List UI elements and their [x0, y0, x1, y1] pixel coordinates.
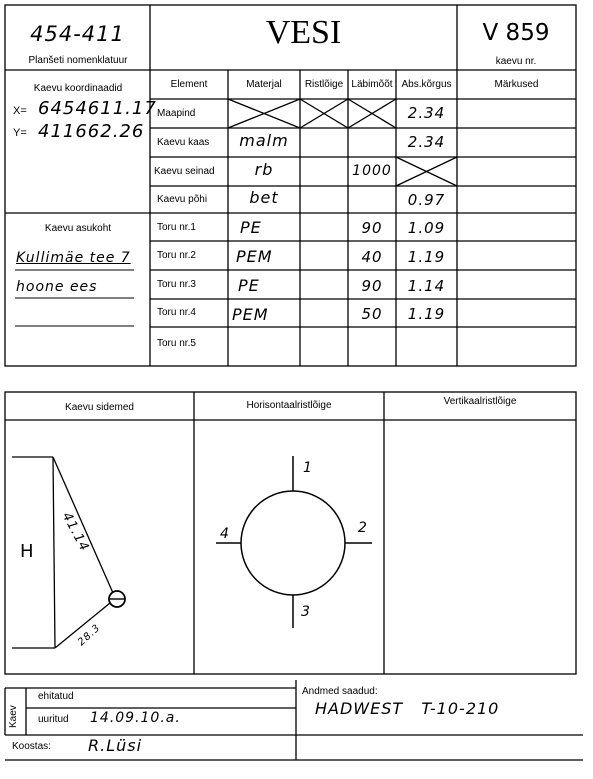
- data-source-label: Andmed saadud:: [302, 686, 378, 697]
- row-material: PE: [240, 218, 262, 237]
- pipe-3-label: 3: [301, 604, 311, 620]
- pipe-1-label: 1: [303, 460, 313, 476]
- pipe-4-label: 4: [220, 526, 230, 542]
- pipe-2-label: 2: [358, 520, 368, 536]
- surveyed-date: 14.09.10.a.: [90, 710, 181, 726]
- col-header-cross: Ristlõige: [304, 79, 344, 90]
- compiled-label: Koostas:: [12, 741, 51, 752]
- row-height: 2.34: [407, 133, 446, 151]
- well-number: V 859: [482, 20, 550, 46]
- coords-label: Kaevu koordinaadid: [33, 83, 123, 94]
- row-element: Toru nr.1: [157, 222, 196, 233]
- location-line-1: Kullimäe tee 7: [16, 250, 131, 266]
- col-header-element: Element: [170, 79, 208, 90]
- row-element: Kaevu kaas: [157, 137, 210, 148]
- row-height: 1.19: [407, 305, 446, 323]
- x-coordinate: 6454611.17: [38, 98, 157, 119]
- row-material: PEM: [236, 247, 273, 266]
- page-title: VESI: [265, 14, 342, 51]
- row-material: PEM: [232, 305, 269, 324]
- row-diameter: 40: [361, 248, 383, 266]
- row-material: rb: [254, 160, 274, 179]
- vertical-section-label: Vertikaalristlõige: [443, 396, 517, 407]
- house-marker: H: [20, 541, 34, 562]
- row-material: bet: [249, 188, 279, 207]
- built-label: ehitatud: [38, 691, 74, 702]
- row-element: Toru nr.5: [157, 338, 196, 349]
- row-element: Kaevu põhi: [157, 194, 208, 205]
- tie-long-label: 41.14: [58, 510, 92, 555]
- tie-short-label: 28.3: [76, 622, 103, 649]
- row-diameter: 90: [361, 219, 383, 237]
- row-diameter: 90: [361, 277, 383, 295]
- well-label: Kaev: [8, 705, 19, 728]
- well-number-label: kaevu nr.: [495, 56, 537, 67]
- location-label: Kaevu asukoht: [44, 223, 112, 234]
- row-element: Kaevu seinad: [154, 166, 215, 177]
- col-header-height: Abs.kõrgus: [401, 79, 452, 90]
- compiled-by: R.Lüsi: [88, 736, 143, 755]
- ties-label: Kaevu sidemed: [65, 402, 134, 413]
- x-prefix: X=: [13, 105, 27, 117]
- row-element: Maapind: [157, 108, 196, 119]
- y-coordinate: 411662.26: [38, 121, 145, 142]
- y-prefix: Y=: [13, 127, 27, 139]
- col-header-diameter: Läbimõõt: [351, 79, 393, 90]
- row-height: 1.09: [407, 219, 446, 237]
- data-source-value: HADWEST T-10-210: [315, 699, 500, 718]
- horizontal-section-label: Horisontaalristlõige: [246, 400, 332, 411]
- col-header-notes: Märkused: [494, 79, 539, 90]
- row-height: 0.97: [407, 191, 446, 209]
- surveyed-label: uuritud: [38, 714, 69, 725]
- sheet-label: Planšeti nomenklatuur: [28, 55, 128, 66]
- row-height: 2.34: [407, 104, 446, 122]
- col-header-material: Materjal: [246, 79, 282, 90]
- row-material: malm: [239, 131, 289, 150]
- row-height: 1.19: [407, 248, 446, 266]
- row-diameter: 1000: [352, 163, 392, 179]
- row-element: Toru nr.2: [157, 250, 196, 261]
- row-diameter: 50: [361, 305, 383, 323]
- sheet-code: 454-411: [30, 22, 125, 46]
- row-element: Toru nr.4: [157, 307, 196, 318]
- row-material: PE: [238, 276, 260, 295]
- location-line-2: hoone ees: [16, 279, 98, 295]
- row-height: 1.14: [407, 277, 446, 295]
- row-element: Toru nr.3: [157, 279, 196, 290]
